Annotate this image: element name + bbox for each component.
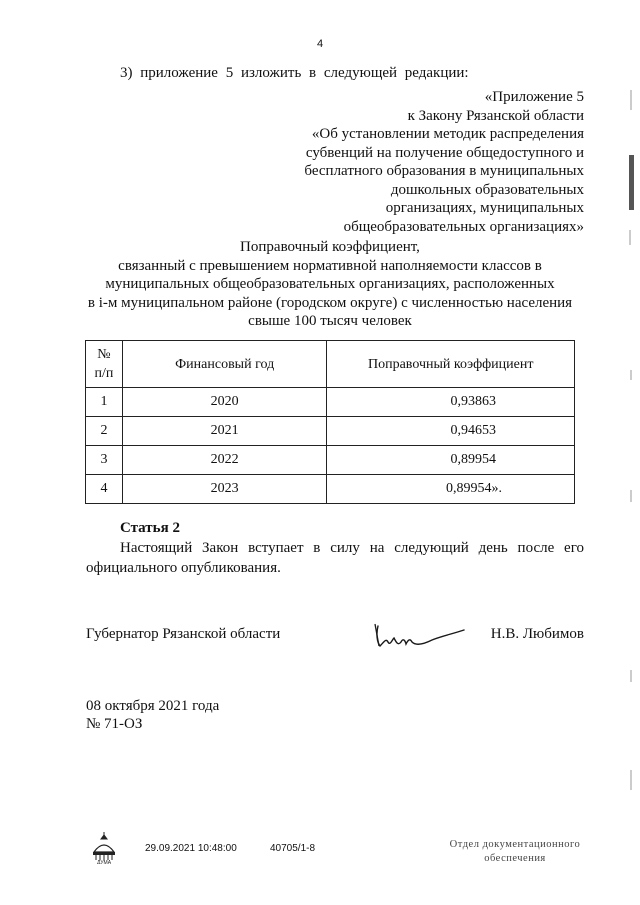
appendix-line: бесплатного образования в муниципальных bbox=[304, 163, 584, 179]
cell-year: 2022 bbox=[122, 446, 327, 475]
article-title: Статья 2 bbox=[120, 520, 180, 536]
law-number: № 71-ОЗ bbox=[86, 716, 143, 732]
duma-logo-icon bbox=[90, 830, 118, 864]
governor-name: Н.В. Любимов bbox=[490, 626, 584, 642]
cell-num: 1 bbox=[86, 388, 123, 417]
heading-line: Поправочный коэффициент, bbox=[240, 239, 420, 255]
cell-year: 2021 bbox=[122, 417, 327, 446]
heading-line: в i-м муниципальном районе (городском округе) с численностью населения bbox=[87, 294, 573, 311]
svg-text:ДУМА: ДУМА bbox=[96, 860, 112, 864]
heading-line: свыше 100 тысяч человек bbox=[248, 313, 412, 329]
appendix-line: организациях, муниципальных bbox=[385, 200, 584, 216]
heading-line: связанный с превышением нормативной наполняемости классов в bbox=[118, 257, 542, 274]
table-row bbox=[86, 475, 575, 504]
department-stamp: Отдел документационного обеспечения bbox=[449, 839, 581, 864]
signature-image bbox=[372, 616, 472, 656]
intro-line: 3) приложение 5 изложить в следующей редакции: bbox=[120, 65, 469, 81]
cell-coef: 0,89954 bbox=[327, 446, 575, 475]
table-row bbox=[86, 417, 575, 446]
appendix-line: «Приложение 5 bbox=[484, 89, 584, 105]
table-header-row bbox=[86, 341, 575, 388]
header-year: Финансовый год bbox=[122, 341, 327, 388]
cell-num: 4 bbox=[86, 475, 123, 504]
law-date: 08 октября 2021 года bbox=[86, 698, 220, 714]
cell-num: 3 bbox=[86, 446, 123, 475]
appendix-line: к Закону Рязанской области bbox=[407, 107, 584, 124]
appendix-line: субвенций на получение общедоступного и bbox=[305, 144, 584, 161]
table-heading bbox=[70, 238, 590, 331]
cell-coef: 0,89954». bbox=[327, 475, 575, 504]
table-row bbox=[86, 388, 575, 417]
appendix-line: «Об установлении методик распределения bbox=[311, 126, 584, 142]
appendix-line: общеобразовательных организациях» bbox=[343, 218, 584, 235]
coefficient-table bbox=[85, 340, 575, 504]
heading-line: муниципальных общеобразовательных организациях, расположенных bbox=[105, 276, 555, 292]
cell-year: 2023 bbox=[122, 475, 327, 504]
cell-num: 2 bbox=[86, 417, 123, 446]
page-number: 4 bbox=[316, 38, 324, 50]
stamp-datetime: 29.09.2021 10:48:00 bbox=[145, 843, 237, 854]
table-row bbox=[86, 446, 575, 475]
scan-edge-marks bbox=[626, 70, 636, 890]
appendix-header bbox=[224, 88, 584, 236]
cell-coef: 0,94653 bbox=[327, 417, 575, 446]
cell-coef: 0,93863 bbox=[327, 388, 575, 417]
stamp-reg-number: 40705/1-8 bbox=[270, 843, 316, 854]
header-coef: Поправочный коэффициент bbox=[327, 341, 575, 388]
header-num: № п/п bbox=[86, 341, 123, 388]
cell-year: 2020 bbox=[122, 388, 327, 417]
governor-title: Губернатор Рязанской области bbox=[86, 626, 281, 642]
appendix-line: дошкольных образовательных bbox=[390, 181, 584, 198]
article-text: Настоящий Закон вступает в силу на следующий день после его официального опубликования. bbox=[86, 540, 584, 576]
